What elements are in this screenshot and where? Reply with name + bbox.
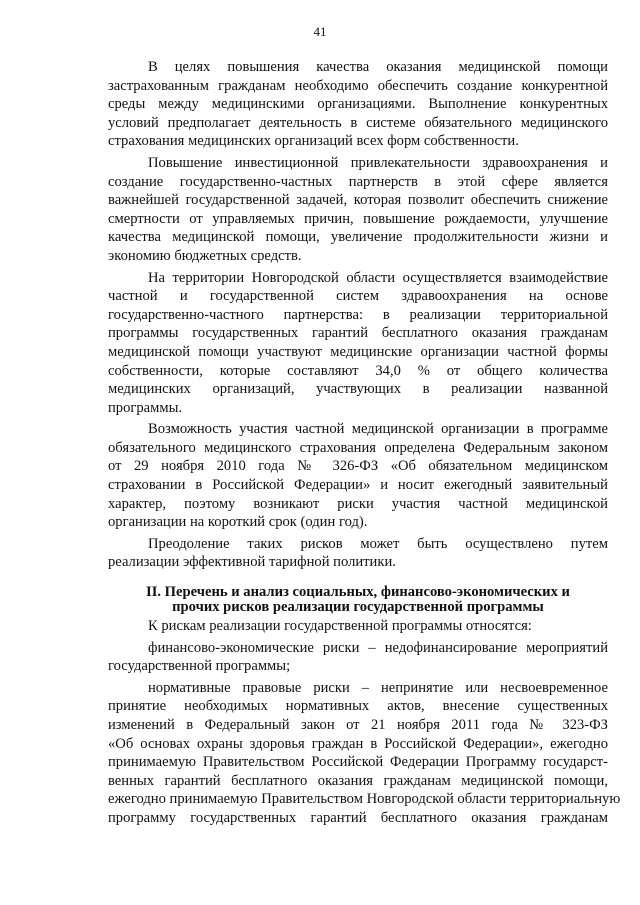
- paragraph-line: Возможность участия частной медицинской организации в программе: [148, 421, 608, 438]
- paragraph-line: собственности, которые составляют 34,0 % от общего количества: [108, 362, 608, 379]
- page-number: 41: [313, 24, 327, 39]
- paragraph: [108, 639, 608, 676]
- paragraph-line: принимаемую Правительством Российской Федерации Программу государст-: [108, 754, 608, 771]
- paragraph-line: ежегодно принимаемую Правительством Новгородской области территориальную: [108, 791, 621, 808]
- paragraph-line: государственно-частного партнерства: в реализации территориальной: [108, 306, 608, 323]
- paragraph-line: организации на короткий срок (один год).: [108, 514, 368, 531]
- paragraph-line: смертности от управляемых причин, повышение рождаемости, улучшение: [108, 210, 608, 227]
- paragraph-line: На территории Новгородской области осуществляется взаимодействие: [148, 269, 608, 286]
- paragraph-line: К рискам реализации государственной программы относятся:: [148, 618, 532, 635]
- paragraph-line: качества медицинской помощи, увеличение продолжительности жизни и: [108, 229, 608, 246]
- paragraph-line: характер, поэтому возникают риски участия частной медицинской: [108, 495, 608, 512]
- paragraph: [108, 420, 608, 532]
- paragraph-line: обязательного медицинского страхования определена Федеральным законом: [108, 439, 608, 456]
- paragraph: [108, 617, 608, 636]
- section-heading-line-2: прочих рисков реализации государственной программы: [172, 599, 544, 616]
- paragraph-line: страхования медицинских организаций всех форм собственности.: [108, 133, 519, 150]
- paragraph: [108, 269, 608, 418]
- paragraph-line: Преодоление таких рисков может быть осуществлено путем: [148, 535, 608, 552]
- paragraph-line: условий предполагает деятельность в системе обязательного медицинского: [108, 114, 608, 131]
- paragraph-line: от 29 ноября 2010 года № 326-ФЗ «Об обязательном медицинском: [108, 458, 608, 475]
- paragraphs-before-heading: [108, 58, 608, 572]
- paragraph-line: государственной программы;: [108, 658, 291, 675]
- paragraph-line: застрахованным гражданам необходимо обеспечить создание конкурентной: [108, 77, 608, 94]
- paragraph-line: экономию бюджетных средств.: [108, 247, 302, 264]
- paragraph-line: принятие необходимых нормативных актов, внесение существенных: [108, 698, 608, 715]
- paragraph-line: частной и государственной систем здравоохранения на основе: [108, 288, 608, 305]
- paragraph-line: программы государственных гарантий бесплатного оказания гражданам: [108, 325, 608, 342]
- paragraph-line: программы.: [108, 399, 183, 416]
- paragraph-line: В целях повышения качества оказания медицинской помощи: [148, 59, 608, 75]
- paragraph-line: важнейшей государственной задачей, которая позволит обеспечить снижение: [108, 192, 608, 209]
- paragraph: [108, 58, 608, 151]
- paragraph-line: программу государственных гарантий бесплатного оказания гражданам: [108, 809, 608, 826]
- paragraph: [108, 154, 608, 266]
- paragraph: [108, 535, 608, 572]
- paragraph-line: медицинской помощи участвуют медицинские организации частной формы: [108, 343, 608, 360]
- paragraph-line: Повышение инвестиционной привлекательности здравоохранения и: [148, 154, 608, 171]
- paragraphs-after-heading: [108, 617, 621, 828]
- paragraph-line: «Об основах охраны здоровья граждан в Российской Федерации», ежегодно: [108, 735, 608, 752]
- paragraph-line: венных гарантий бесплатного оказания гражданам медицинской помощи,: [108, 772, 608, 789]
- paragraph-line: нормативные правовые риски – непринятие или несвоевременное: [148, 679, 608, 696]
- paragraph-line: изменений в Федеральный закон от 21 ноября 2011 года № 323-ФЗ: [108, 717, 608, 733]
- paragraph-line: создание государственно-частных партнерств в этой сфере является: [108, 173, 608, 190]
- section-heading-line-1: II. Перечень и анализ социальных, финансово-экономических и: [146, 584, 570, 601]
- document-body: [108, 58, 621, 831]
- section-heading: [108, 585, 608, 615]
- paragraph-line: реализации эффективной тарифной политики.: [108, 554, 396, 571]
- paragraph-line: страховании в Российской Федерации» и носит ежегодный заявительный: [108, 477, 608, 494]
- paragraph: [108, 679, 621, 828]
- paragraph-line: среды между медицинскими организациями. Выполнение конкурентных: [108, 96, 608, 113]
- paragraph-line: медицинских организаций, участвующих в реализации названной: [108, 381, 608, 398]
- paragraph-line: финансово-экономические риски – недофинансирование мероприятий: [148, 639, 608, 656]
